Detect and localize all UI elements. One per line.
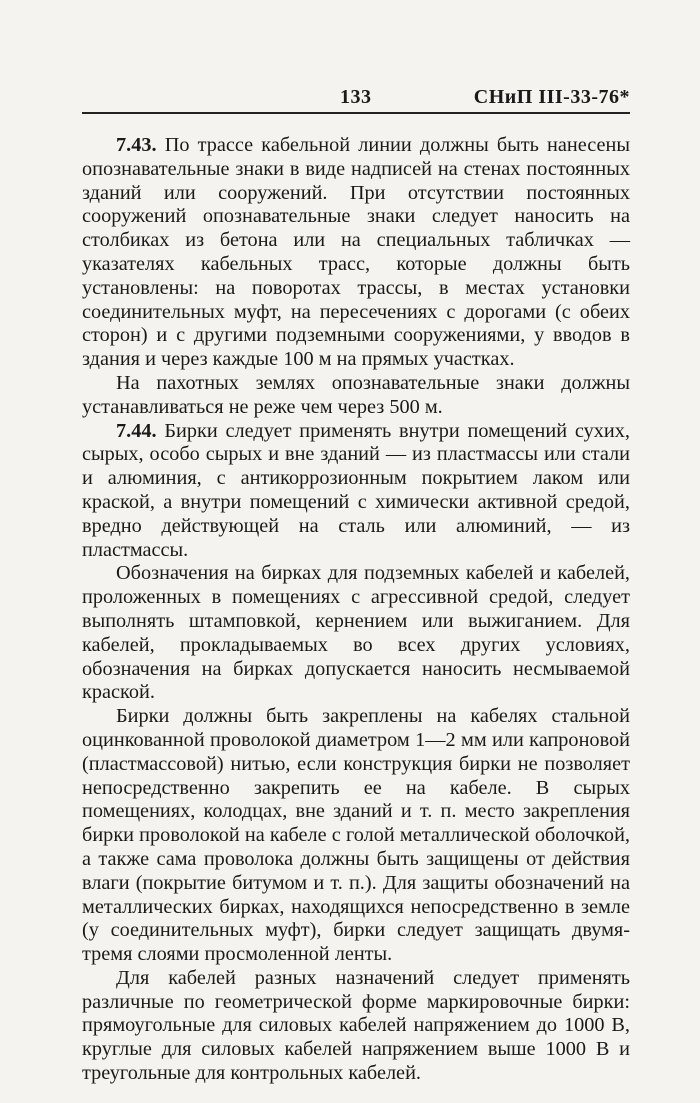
paragraph-text: По трассе кабельной линии должны быть нанесены опознавательные знаки в виде надписей на стенах постоянных зданий или сооружений. При отсутствии постоянных сооружений опознавательные знаки следует наносить на столбиках из бетона или на специальных табличках — указателях кабельных трасс, которые должны быть установлены: на поворотах трассы, в местах установки соединительных муфт, на пересечениях с дорогами (с обеих сторон) и с другими подземными сооружениями, у вводов в здания и через каждые 100 м на прямых участках.	[82, 134, 630, 371]
paragraph-7-43	[82, 134, 630, 372]
page-number: 133	[340, 86, 372, 108]
paragraph-text: Для кабелей разных назначений следует применять различные по геометрической форме маркировочные бирки: прямоугольные для силовых кабелей напряжением до 1000 В, круглые для силовых кабелей напряжением выше 1000 В и треугольные для контрольных кабелей.	[82, 966, 630, 1085]
paragraph-tag-fastening	[82, 705, 630, 967]
paragraph-text: Бирки должны быть закреплены на кабелях стальной оцинкованной проволокой диаметром 1—2 мм или капроновой (пластмассовой) нитью, если конструкция бирки не позволяет непосредственно закрепить ее на кабеле. В сырых помещениях, колодцах, вне зданий и т. п. место закрепления бирки проволокой на кабеле с голой металлической оболочкой, а также сама проволока должны быть защищены от действия влаги (покрытие битумом и т. п.). Для защиты обозначений на металлических бирках, находящихся непосредственно в земле (у соединительных муфт), бирки следует защищать двумя-тремя слоями просмоленной ленты.	[82, 705, 630, 966]
paragraph-7-44	[82, 420, 630, 563]
document-code: СНиП III-33-76*	[473, 86, 630, 108]
clause-number: 7.43.	[116, 134, 157, 156]
paragraph-tag-marking	[82, 562, 630, 705]
body-text	[82, 134, 630, 1086]
paragraph-text: Бирки следует применять внутри помещений сухих, сырых, особо сырых и вне зданий — из пластмассы или стали и алюминия, с антикоррозионным покрытием лаком или краской, а внутри помещений с химически активной средой, вредно действующей на сталь или алюминий, — из пластмассы.	[82, 419, 630, 561]
paragraph-arable-land	[82, 372, 630, 420]
clause-number: 7.44.	[116, 419, 157, 442]
paragraph-text: На пахотных землях опознавательные знаки должны устанавливаться не реже чем через 500 м.	[82, 371, 630, 418]
header-rule	[82, 112, 630, 114]
paragraph-tag-shapes	[82, 967, 630, 1086]
paragraph-text: Обозначения на бирках для подземных кабелей и кабелей, проложенных в помещениях с агрессивной средой, следует выполнять штамповкой, кернением или выжиганием. Для кабелей, прокладываемых во всех других условиях, обозначения на бирках допускается наносить несмываемой краской.	[82, 562, 630, 704]
